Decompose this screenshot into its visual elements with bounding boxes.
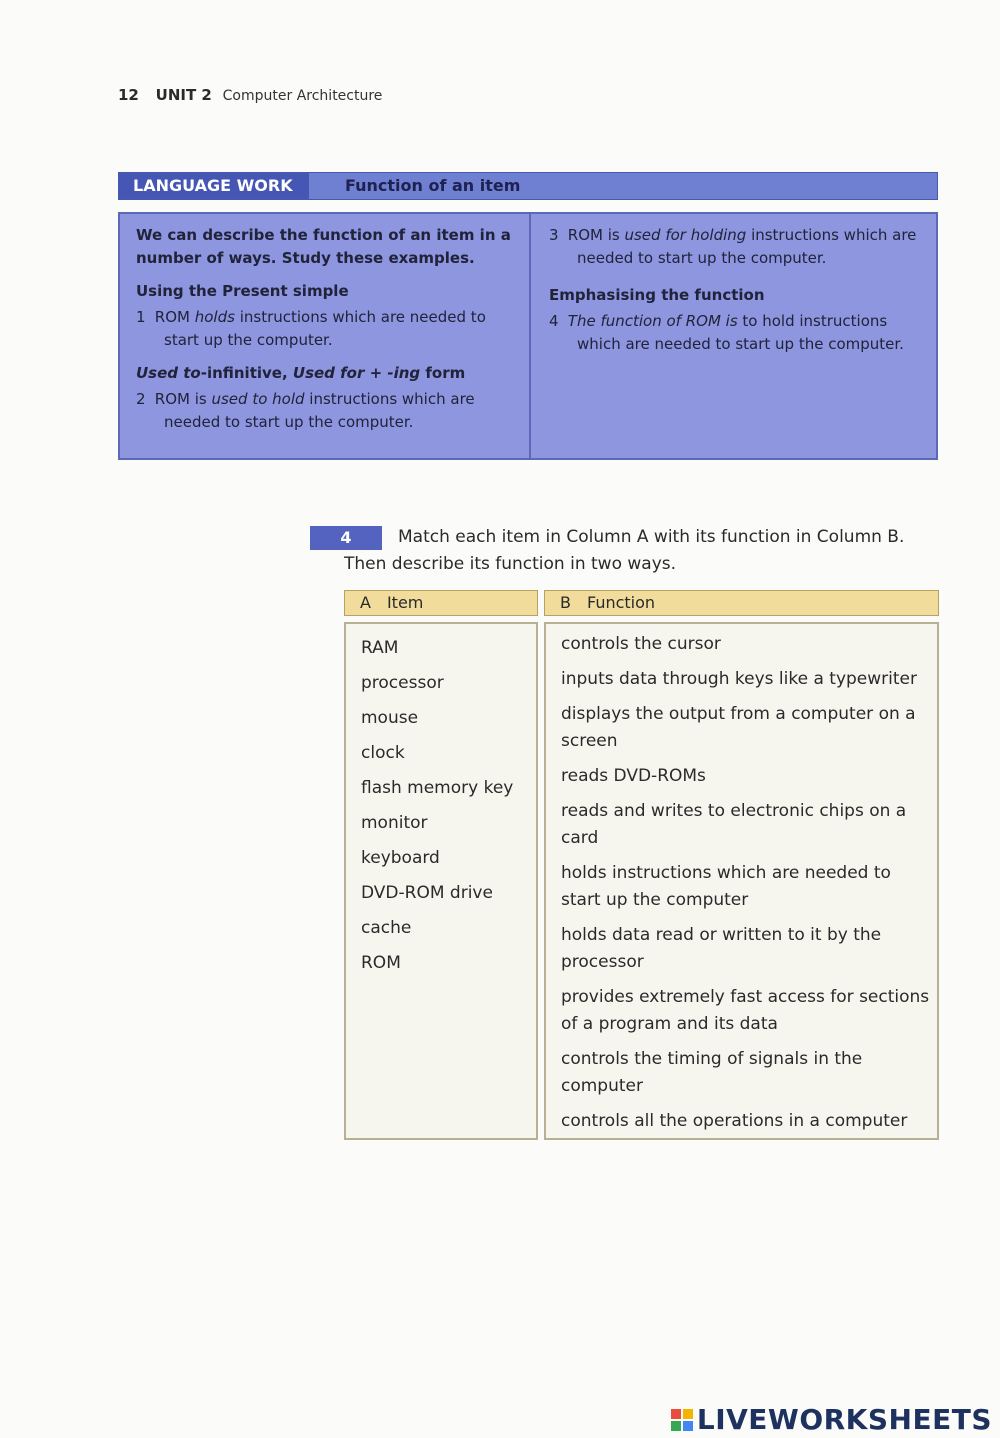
language-work-right-column <box>529 214 936 458</box>
example-emphasis: The function of ROM is <box>567 312 738 330</box>
liveworksheets-logo-icon <box>671 1409 693 1431</box>
emphasising-heading: Emphasising the function <box>549 286 765 304</box>
column-a-item: clock <box>361 743 405 763</box>
column-b-item: provides extremely fast access for sections of a program and its data <box>561 987 930 1034</box>
column-a-item: monitor <box>361 813 428 833</box>
heading-emphasis: Used for <box>292 364 365 382</box>
column-b-heading: Function <box>586 593 656 612</box>
example-text: instructions which are needed to start up the computer. <box>164 308 486 349</box>
column-a-item: flash memory key <box>361 778 514 798</box>
language-work-tag: LANGUAGE WORK <box>119 173 309 199</box>
column-a-heading: Item <box>386 593 424 612</box>
used-to-heading <box>136 362 515 385</box>
language-work-box <box>118 212 938 460</box>
page-header <box>118 86 382 104</box>
present-simple-heading: Using the Present simple <box>136 282 349 300</box>
column-a-item: processor <box>361 673 444 693</box>
example-text: instructions which are needed to start up the computer. <box>577 226 917 267</box>
example-number: 3 <box>549 226 559 244</box>
column-a-items <box>344 622 538 1140</box>
example-4 <box>549 310 922 356</box>
page-number: 12 <box>118 86 139 104</box>
example-2 <box>136 388 515 434</box>
heading-text: -infinitive, <box>200 364 293 382</box>
heading-emphasis: -ing <box>387 364 421 382</box>
example-text: ROM is <box>154 390 212 408</box>
exercise-instruction-line-2: Then describe its function in two ways. <box>344 554 677 574</box>
liveworksheets-watermark <box>671 1403 992 1436</box>
column-b-item: inputs data through keys like a typewriter <box>561 669 917 689</box>
column-a-item: RAM <box>361 638 399 658</box>
example-emphasis: used to hold <box>211 390 305 408</box>
column-a-header <box>344 590 538 616</box>
column-a-letter: A <box>360 593 371 612</box>
language-work-title: Function of an item <box>345 176 521 195</box>
column-a-item: DVD-ROM drive <box>361 883 493 903</box>
example-number: 1 <box>136 308 146 326</box>
column-a-item: keyboard <box>361 848 440 868</box>
exercise-instruction-line-1: Match each item in Column A with its function in Column B. <box>398 527 905 547</box>
exercise-number: 4 <box>310 526 382 550</box>
column-b-item: controls the cursor <box>561 634 721 654</box>
column-a-item: mouse <box>361 708 419 728</box>
watermark-text: LIVEWORKSHEETS <box>696 1403 992 1436</box>
column-b-item: reads and writes to electronic chips on a card <box>561 801 907 848</box>
language-work-bar <box>118 172 938 200</box>
heading-emphasis: Used to <box>136 364 201 382</box>
example-number: 2 <box>136 390 146 408</box>
example-number: 4 <box>549 312 559 330</box>
example-1 <box>136 306 515 352</box>
column-a-item: cache <box>361 918 412 938</box>
unit-title: Computer Architecture <box>222 88 383 104</box>
example-text: ROM is <box>567 226 625 244</box>
column-b-items <box>544 622 939 1140</box>
language-work-intro: We can describe the function of an item in a number of ways. Study these examples. <box>136 226 511 267</box>
heading-text: + <box>364 364 388 382</box>
column-b-item: reads DVD-ROMs <box>561 766 706 786</box>
column-b-item: holds data read or written to it by the processor <box>561 925 882 972</box>
example-emphasis: holds <box>194 308 235 326</box>
heading-text: form <box>420 364 466 382</box>
example-3 <box>549 224 922 270</box>
column-b-item: controls all the operations in a computer <box>561 1111 908 1131</box>
language-work-left-column <box>120 214 529 458</box>
column-b-item: controls the timing of signals in the computer <box>561 1049 863 1096</box>
example-text: ROM <box>154 308 195 326</box>
unit-label: UNIT 2 <box>155 86 212 104</box>
column-b-item: displays the output from a computer on a screen <box>561 704 916 751</box>
column-b-letter: B <box>560 593 571 612</box>
example-text: instructions which are needed to start up the computer. <box>164 390 475 431</box>
column-b-item: holds instructions which are needed to start up the computer <box>561 863 891 910</box>
example-emphasis: used for holding <box>624 226 747 244</box>
column-b-header <box>544 590 939 616</box>
example-text: to hold instructions which are needed to start up the computer. <box>577 312 904 353</box>
column-a-item: ROM <box>361 953 401 973</box>
